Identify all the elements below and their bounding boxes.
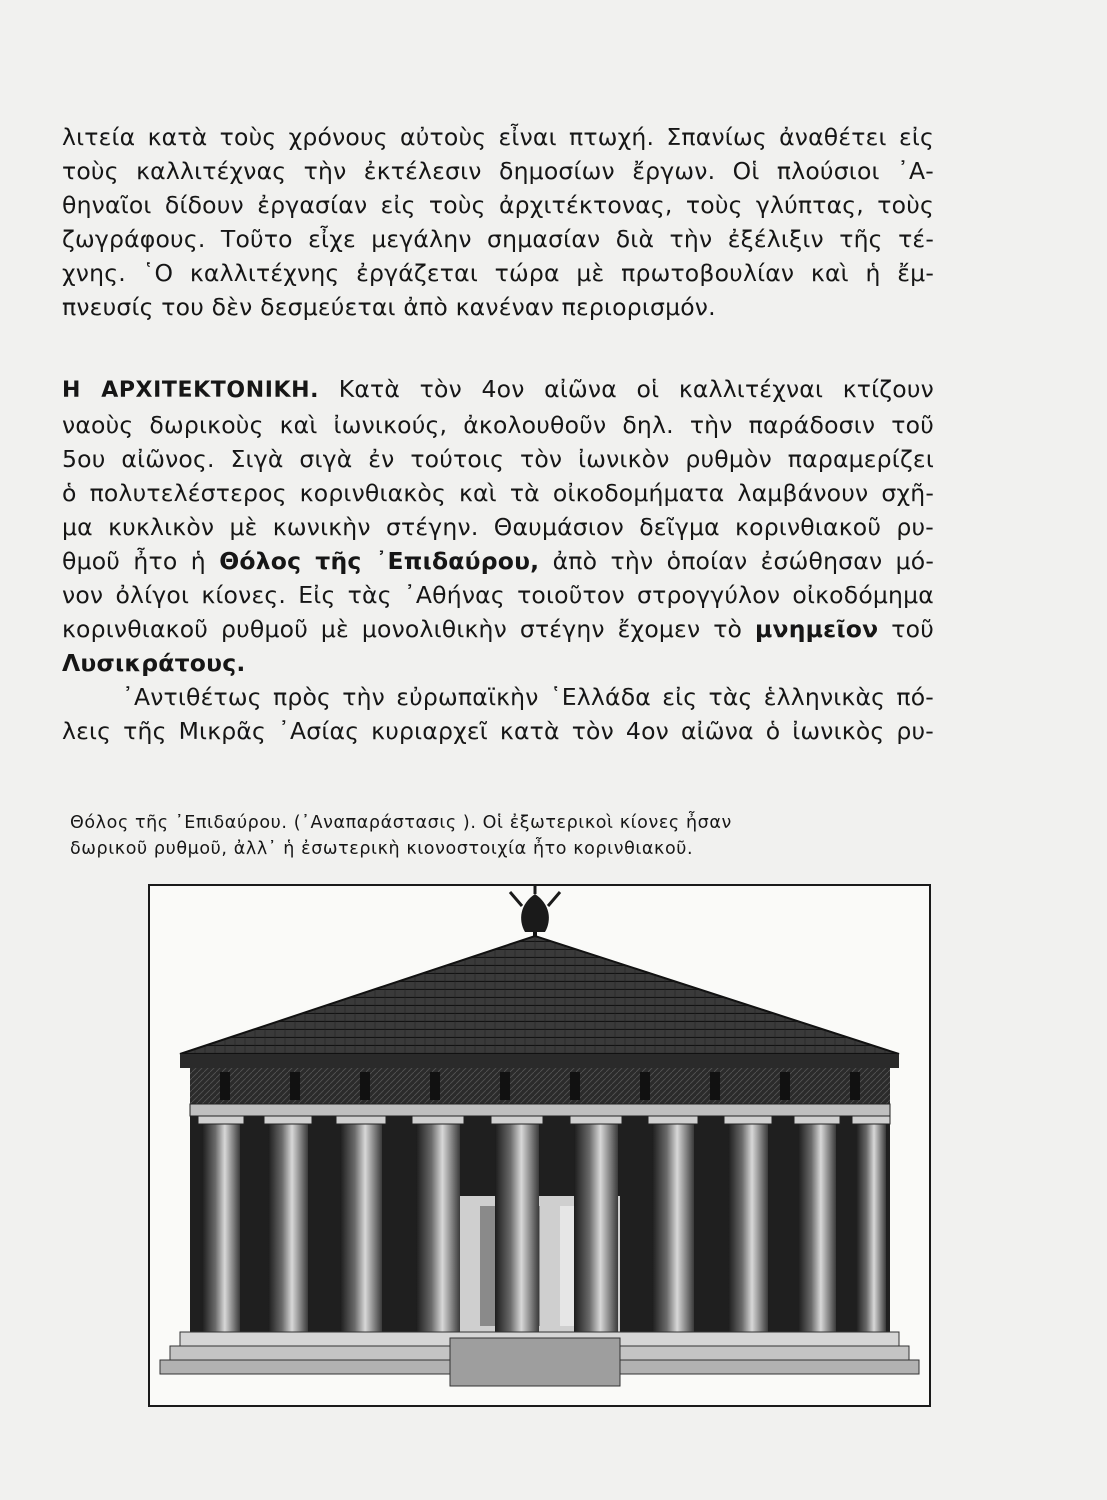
text-line: μα κυκλικὸν μὲ κωνικὴν στέγην. Θαυμάσιον δεῖγμα κορινθιακοῦ ρυ- <box>62 513 934 541</box>
column <box>495 1122 539 1332</box>
column <box>798 1122 836 1332</box>
text-line: 5ου αἰῶνος. Σιγὰ σιγὰ ἐν τούτοις τὸν ἰωνικὸν ρυθμὸν παραμερίζει <box>62 445 934 473</box>
text-fragment: τοῦ <box>891 615 935 643</box>
text-line: λιτεία κατὰ τοὺς χρόνους αὐτοὺς εἶναι πτωχή. Σπανίως ἀναθέτει εἰς <box>62 123 934 151</box>
column <box>416 1122 460 1332</box>
text-line <box>62 646 934 680</box>
column <box>340 1122 382 1332</box>
tholos-illustration <box>148 884 931 1407</box>
paragraph-intro <box>62 120 934 324</box>
column <box>574 1122 618 1332</box>
column <box>268 1122 308 1332</box>
acroterion-finial <box>521 894 549 932</box>
caption-line: Θόλος τῆς ᾿Επιδαύρου. (᾿Αναπαράστασις ). Οἱ ἐξωτερικοὶ κίονες ἦσαν <box>70 813 732 833</box>
text-line <box>62 372 934 408</box>
text-line <box>62 544 934 578</box>
column <box>728 1122 768 1332</box>
entrance-ramp <box>450 1338 620 1386</box>
text-line <box>62 612 934 646</box>
text-line: ζωγράφους. Τοῦτο εἶχε μεγάλην σημασίαν διὰ τὴν ἐξέλιξιν τῆς τέ- <box>62 225 934 253</box>
bold-term-monument: μνημεῖον <box>755 615 879 643</box>
text-fragment: κορινθιακοῦ ρυθμοῦ μὲ μονολιθικὴν στέγην ἔχομεν τὸ <box>62 615 743 643</box>
tholos-drawing <box>150 886 929 1405</box>
bold-term-lysicrates: Λυσικράτους. <box>62 649 246 677</box>
text-fragment: θμοῦ ἦτο ἡ <box>62 547 206 575</box>
text-line: πνευσίς του δὲν δεσμεύεται ἀπὸ κανέναν περιορισμόν. <box>62 293 716 321</box>
text-line: νον ὀλίγοι κίονες. Εἰς τὰς ᾿Αθήνας τοιοῦτον στρογγύλον οἰκοδόμημα <box>62 581 934 609</box>
text-line: ᾿Αντιθέτως πρὸς τὴν εὐρωπαϊκὴν ῾Ελλάδα εἰς τὰς ἑλληνικὰς πό- <box>122 683 934 711</box>
column <box>202 1122 240 1332</box>
section-heading: Η ΑΡΧΙΤΕΚΤΟΝΙΚΗ. <box>62 378 320 403</box>
text-line: ὁ πολυτελέστερος κορινθιακὸς καὶ τὰ οἰκοδομήματα λαμβάνουν σχῆ- <box>62 479 934 507</box>
text-line: λεις τῆς Μικρᾶς ᾿Ασίας κυριαρχεῖ κατὰ τὸν 4ον αἰῶνα ὁ ἰωνικὸς ρυ- <box>62 717 934 745</box>
paragraph-architecture <box>62 372 934 748</box>
bold-term-tholos: Θόλος τῆς ᾿Επιδαύρου, <box>219 547 540 575</box>
architrave <box>190 1104 890 1116</box>
text-line: θηναῖοι δίδουν ἐργασίαν εἰς τοὺς ἀρχιτέκτονας, τοὺς γλύπτας, τοὺς <box>62 191 934 219</box>
cornice <box>180 1054 899 1068</box>
column <box>856 1122 886 1332</box>
text-line: τοὺς καλλιτέχνας τὴν ἐκτέλεσιν δημοσίων ἔργων. Οἱ πλούσιοι ᾿Α- <box>62 157 934 185</box>
text-fragment: Κατὰ τὸν 4ον αἰῶνα οἱ καλλιτέχναι κτίζουν <box>338 375 934 403</box>
column <box>652 1122 694 1332</box>
figure-caption <box>70 810 850 862</box>
caption-line: δωρικοῦ ρυθμοῦ, ἀλλ᾿ ἡ ἐσωτερικὴ κιονοστοιχία ἦτο κορινθιακοῦ. <box>70 839 694 859</box>
text-fragment: ἀπὸ τὴν ὁποίαν ἐσώθησαν μό- <box>552 547 935 575</box>
text-line: χνης. ῾Ο καλλιτέχνης ἐργάζεται τώρα μὲ πρωτοβουλίαν καὶ ἡ ἔμ- <box>62 259 934 287</box>
conical-roof <box>180 936 899 1054</box>
text-line: ναοὺς δωρικοὺς καὶ ἰωνικούς, ἀκολουθοῦν δηλ. τὴν παράδοσιν τοῦ <box>62 411 934 439</box>
